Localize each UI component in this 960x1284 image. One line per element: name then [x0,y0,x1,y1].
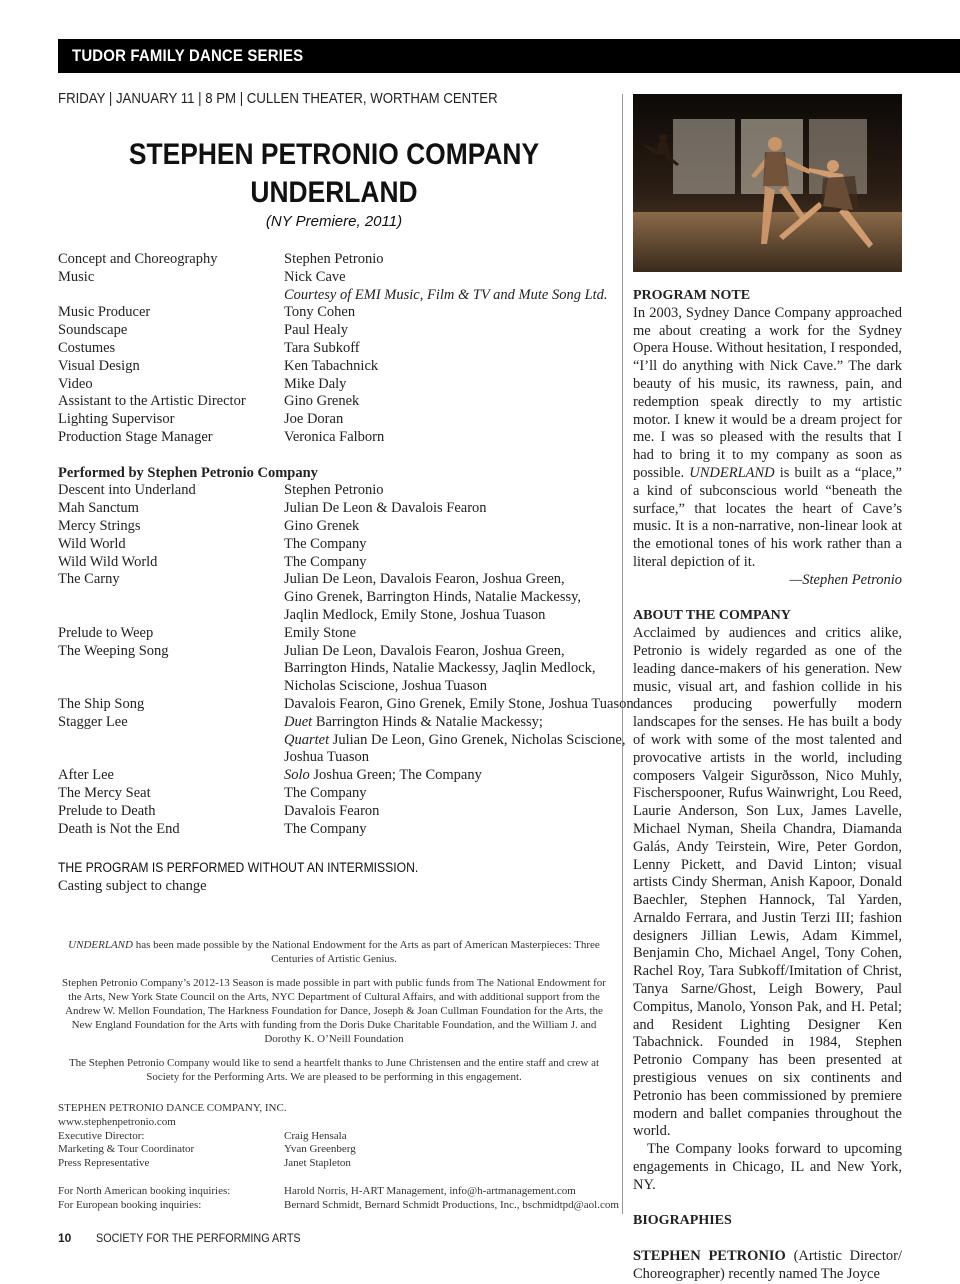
section-row-value: Gino Grenek, Barrington Hinds, Natalie Mackessy, [284,589,582,606]
credit-row-value: Tara Subkoff [284,339,360,356]
section-row [58,607,618,625]
performed-heading: Performed by Stephen Petronio Company [58,464,318,481]
section-row-label: The Weeping Song [58,642,169,659]
credit-row-value: Mike Daly [284,375,347,392]
credit-row-value: Courtesy of EMI Music, Film & TV and Mute Song Ltd. [284,286,608,303]
section-row [58,678,618,696]
performance-type: Solo [284,767,310,784]
section-row-label: The Carny [58,571,120,588]
section-row [58,695,634,714]
section-row [58,482,618,500]
program-note-text: In 2003, Sydney Dance Company approached me about creating a work for the Sydney Opera House. Without hesitation, I responded, “I’ll do anything with Nick Cave.” The dark beauty of his music, its rawness, pain, and redemption speak directly to my artistic motor. I knew it would be a dream project for me. I was so pleased with the results that I had to bring it to my company as soon as possible. UNDERLAND is built as a “place,” a kind of subconscious world “beneath the surface,” that locates the heart of Cave’s music. It is a non-narrative, non-linear look at the emotional tones of his work rather than a literal depiction of it. [633,304,902,570]
credit-row-label: Music [58,268,95,285]
staff-row-label: Executive Director: [58,1129,145,1142]
credit-row [58,251,618,269]
booking-row-label: For European booking inquiries: [58,1198,202,1211]
column-divider [622,94,623,1214]
premiere-note: (NY Premiere, 2011) [265,213,403,230]
bio-petronio: STEPHEN PETRONIO (Artistic Director/ Choreographer) recently named The Joyce [633,1248,902,1282]
credit-row-value: Veronica Falborn [284,428,385,445]
credit-row-label: Video [58,375,93,392]
footer-publisher: SOCIETY FOR THE PERFORMING ARTS [96,1231,301,1245]
credit-row-label: Lighting Supervisor [58,411,175,428]
section-row-value: Davalois Fearon, Gino Grenek, Emily Stone, Joshua Tuason [284,695,634,712]
credit-row-value: Nick Cave [284,268,346,285]
title-block [58,136,610,232]
section-row-label: The Ship Song [58,695,145,712]
section-row [58,660,618,678]
credit-row-label: Visual Design [58,357,140,374]
credit-row-value: Paul Healy [284,322,349,339]
section-row-label [58,607,284,625]
credit-row [58,322,618,340]
biographies-heading: BIOGRAPHIES [633,1213,732,1229]
credit-row [58,287,618,305]
booking-row [58,1199,618,1213]
section-row-label: Wild Wild World [58,553,158,570]
performance-photo [633,94,902,272]
credit-row [58,393,618,411]
booking-row-value: Bernard Schmidt, Bernard Schmidt Productions, Inc., bschmidtpd@aol.com [284,1198,619,1211]
section-row-label [58,732,284,750]
booking-row-label: For North American booking inquiries: [58,1184,231,1197]
section-row [58,731,626,750]
staff-row-value: Craig Hensala [284,1129,347,1142]
section-row [58,803,618,821]
credit-row-value: Gino Grenek [284,393,360,410]
section-row [58,767,618,785]
section-row-label [58,589,284,607]
section-row-value: Jaqlin Medlock, Emily Stone, Joshua Tuason [284,606,546,623]
section-row-value: The Company [284,820,367,837]
credit-row [58,269,618,287]
section-row [58,625,618,643]
credit-row [58,429,618,447]
section-row [58,571,618,589]
section-row-value: The Company [284,553,367,570]
about-paragraph-1: Acclaimed by audiences and critics alike, Petronio is widely regarded as one of the leading dance-makers of his generation. New music, visual art, and fashion collide in his dances producing powerfully modern landscapes for the senses. He has built a body of work with some of the most talented and provocative artists in the world, including composers Valgeir Sigurðsson, Nico Muhly, Fischerspooner, Rufus Wainwright, Lou Reed, Laurie Anderson, Son Lux, James Lavelle, Michael Nyman, Sheila Chandra, Diamanda Galás, Andy Teirstein, Wire, Peter Gordon, Lenny Pickett, and David Linton; visual artists Cindy Sherman, Anish Kapoor, Donald Baechler, Stephen Hannock, Tal Yarden, Arnaldo Ferrara, and Justin Terzi III; fashion designers Jillian Lewis, Adam Kimmel, Benjamin Cho, Michael Angel, Tony Cohen, Rachel Roy, Tara Subkoff/Imitation of Christ, Tanya Sarne/Ghost, Leigh Bowery, Paul Compitus, Manolo, Yonson Pak, and H. Petal; and Resident Lighting Designer Ken Tabachnick. Founded in 1984, Stephen Petronio Company has been presented at prestigious venues on six continents and Petronio has been commissioned by premiere modern and ballet companies throughout the world. [633,625,903,1140]
section-row-label: Prelude to Death [58,802,156,819]
program-note-heading: PROGRAM NOTE [633,288,751,303]
org-url[interactable]: www.stephenpetronio.com [58,1115,176,1128]
section-row-value: Emily Stone [284,624,357,641]
booking-row-value: Harold Norris, H-ART Management, info@h-artmanagement.com [284,1184,576,1197]
series-title: TUDOR FAMILY DANCE SERIES [72,46,304,65]
section-row-label [58,678,284,696]
section-row-value: Gino Grenek [284,517,360,534]
work-title: UNDERLAND [250,176,418,209]
section-row-value: Julian De Leon & Davalois Fearon [284,500,487,517]
section-row-value: The Company [284,784,367,801]
credit-row-label [58,287,284,305]
section-row-label [58,749,284,767]
section-row [58,821,618,839]
casting-note: Casting subject to change [58,878,207,894]
section-row-label: Stagger Lee [58,713,128,730]
section-row-label: Mah Sanctum [58,500,139,517]
section-row-value: Davalois Fearon [284,802,380,819]
company-title: STEPHEN PETRONIO COMPANY [128,138,540,171]
booking-row [58,1185,618,1199]
section-row-value: The Company [284,535,367,552]
credit-row [58,411,618,429]
section-row [58,749,618,767]
credit-row-value: Tony Cohen [284,304,356,321]
staff-row-value: Janet Stapleton [284,1157,351,1170]
staff-row-value: Yvan Greenberg [284,1143,356,1156]
staff-row [58,1143,618,1157]
performance-type: Duet [284,713,313,730]
section-row [58,589,618,607]
credit-row [58,340,618,358]
section-row-value: Barrington Hinds, Natalie Mackessy, Jaqlin Medlock, [284,660,596,677]
section-row-label: Mercy Strings [58,517,141,534]
company-contacts [58,1102,618,1212]
section-row-value: Solo Joshua Green; The Company [284,767,482,784]
about-paragraph-2: The Company looks forward to upcoming engagements in Chicago, IL and New York, NY. [633,1141,902,1193]
staff-row-label: Marketing & Tour Coordinator [58,1143,195,1156]
section-row-value: Stephen Petronio [284,482,384,499]
credit-row [58,358,618,376]
event-dateline: FRIDAY | JANUARY 11 | 8 PM | CULLEN THEATER, WORTHAM CENTER [58,90,498,107]
section-row [58,518,618,536]
section-row-value: Duet Barrington Hinds & Natalie Mackessy; [284,713,543,730]
credit-row-label: Assistant to the Artistic Director [58,393,246,410]
section-row-value: Julian De Leon, Davalois Fearon, Joshua Green, [284,571,565,588]
ack-season: Stephen Petronio Company’s 2012-13 Season is made possible in part with public funds from The National Endowment for the Arts, New York State Council on the Arts, NYC Department of Cultural Affairs, and with additional support from the Andrew W. Mellon Foundation, The Harkness Foundation for Dance, Joseph & Joan Cullman Foundation for the Arts, the New England Foundation for the Arts with funding from the Doris Duke Charitable Foundation, and the William J. and Dorothy K. O’Neill Foundation [62,977,606,1045]
section-row [58,714,618,732]
section-row-label: Prelude to Weep [58,624,154,641]
credit-row-value: Stephen Petronio [284,251,384,267]
section-row-label: Wild World [58,535,126,552]
dancers-image [633,94,902,272]
section-row-value: Julian De Leon, Davalois Fearon, Joshua Green, [284,642,565,659]
credit-row-value: Ken Tabachnick [284,357,379,374]
staff-row [58,1157,618,1171]
credit-row-label: Concept and Choreography [58,251,218,267]
section-row-value: Nicholas Sciscione, Joshua Tuason [284,678,487,695]
section-row-label: After Lee [58,767,114,784]
section-row-value: Joshua Tuason [284,749,370,766]
section-row-label: The Mercy Seat [58,784,151,801]
section-row-label: Descent into Underland [58,482,196,499]
section-row [58,643,618,661]
ack-nea: UNDERLAND has been made possible by the National Endowment for the Arts as part of American Masterpieces: Three Centuries of Artistic Genius. [68,939,600,965]
intermission-note: THE PROGRAM IS PERFORMED WITHOUT AN INTERMISSION. [58,860,419,875]
ack-thanks: The Stephen Petronio Company would like to send a heartfelt thanks to June Christensen and the entire staff and crew at Society for the Performing Arts. We are pleased to be performing in this engagement. [68,1057,600,1083]
credit-row-label: Costumes [58,339,116,356]
page-number: 10 [58,1231,72,1245]
performance-type: Quartet [284,731,330,748]
credit-row-value: Joe Doran [284,411,344,428]
series-banner [58,39,960,73]
section-row-value: Quartet Julian De Leon, Gino Grenek, Nicholas Sciscione, [284,731,626,748]
section-row-label [58,660,284,678]
staff-row-label: Press Representative [58,1157,150,1170]
section-row [58,785,618,803]
about-heading: ABOUT THE COMPANY [633,608,791,624]
acknowledgements [58,938,610,1094]
section-row [58,554,618,572]
section-row [58,536,618,554]
credit-row-label: Music Producer [58,304,151,321]
credit-row [58,376,618,394]
credit-row-label: Soundscape [58,322,128,339]
credit-row-label: Production Stage Manager [58,428,213,445]
org-name: STEPHEN PETRONIO DANCE COMPANY, INC. [58,1102,287,1114]
credits-list [58,251,634,838]
staff-row [58,1130,618,1144]
credit-row [58,304,618,322]
program-note-signature: —Stephen Petronio [789,571,902,588]
section-row-label: Death is Not the End [58,820,180,837]
right-column [633,287,902,1284]
section-row [58,500,618,518]
